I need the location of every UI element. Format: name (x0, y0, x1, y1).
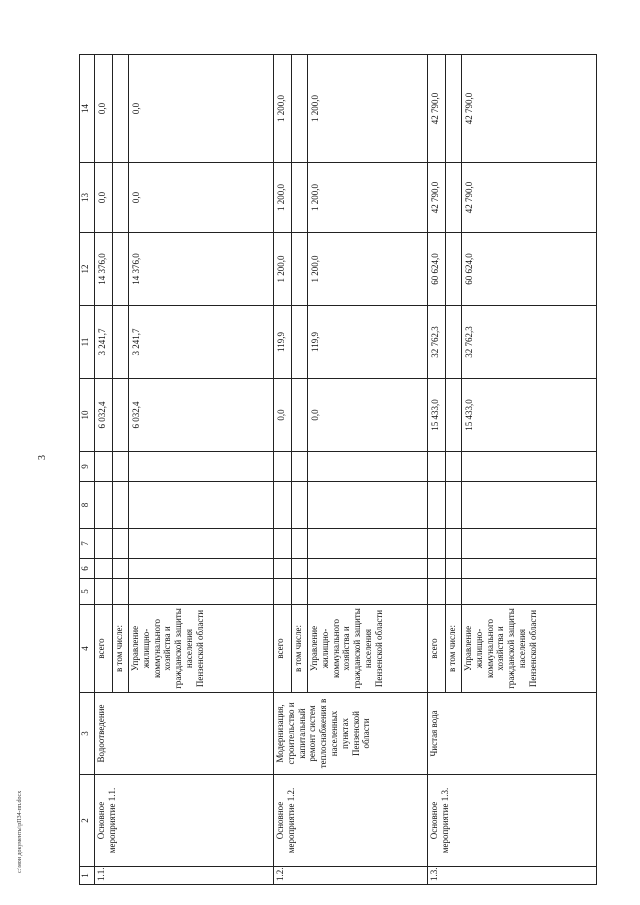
value-cell: 1 200,0 (308, 233, 428, 306)
including-label: в том числе: (446, 605, 462, 693)
page-number: 3 (37, 455, 48, 460)
measure-name: Основное мероприятие 1.3. (428, 775, 597, 867)
header-cell: 13 (80, 163, 95, 233)
value-cell: 42 790,0 (462, 163, 597, 233)
row-number: 1.2. (274, 867, 428, 885)
value-cell: 3 241,7 (129, 306, 274, 379)
measure-title: Чистая вода (428, 693, 597, 775)
budget-table (79, 54, 597, 885)
row-number: 1.1. (95, 867, 274, 885)
value-cell: 15 433,0 (428, 379, 446, 452)
value-cell: 119,9 (274, 306, 292, 379)
value-cell: 14 376,0 (95, 233, 113, 306)
rotated-table-container (79, 55, 579, 885)
header-row (80, 55, 95, 885)
value-cell: 14 376,0 (129, 233, 274, 306)
value-cell: 15 433,0 (462, 379, 597, 452)
including-label: в том числе: (113, 605, 129, 693)
row-number: 1.3. (428, 867, 597, 885)
including-label: в том числе: (292, 605, 308, 693)
header-cell: 5 (80, 579, 95, 605)
total-label: всего (274, 605, 292, 693)
value-cell: 6 032,4 (129, 379, 274, 452)
header-cell: 8 (80, 482, 95, 529)
value-cell: 6 032,4 (95, 379, 113, 452)
measure-name: Основное мероприятие 1.2. (274, 775, 428, 867)
value-cell: 119,9 (308, 306, 428, 379)
header-cell: 6 (80, 559, 95, 579)
value-cell: 32 762,3 (428, 306, 446, 379)
executor-name: Управление жилищно-коммунального хозяйства и гражданской защиты населения Пензенской области (129, 605, 274, 693)
header-cell: 3 (80, 693, 95, 775)
value-cell: 0,0 (274, 379, 292, 452)
value-cell: 32 762,3 (462, 306, 597, 379)
table-row (95, 55, 113, 885)
table-row (428, 55, 446, 885)
value-cell: 42 790,0 (462, 55, 597, 163)
header-cell: 7 (80, 529, 95, 559)
measure-title: Модернизация, строительство и капитальный ремонт систем теплоснабжения в населенных пунктах Пензенской области (274, 693, 428, 775)
header-cell: 11 (80, 306, 95, 379)
value-cell: 0,0 (308, 379, 428, 452)
value-cell: 60 624,0 (428, 233, 446, 306)
value-cell: 1 200,0 (308, 163, 428, 233)
value-cell: 0,0 (129, 55, 274, 163)
total-label: всего (428, 605, 446, 693)
header-cell: 1 (80, 867, 95, 885)
value-cell: 1 200,0 (308, 55, 428, 163)
header-cell: 12 (80, 233, 95, 306)
table-row (274, 55, 292, 885)
header-cell: 9 (80, 452, 95, 482)
header-cell: 14 (80, 55, 95, 163)
executor-name: Управление жилищно-коммунального хозяйства и гражданской защиты населения Пензенской области (462, 605, 597, 693)
value-cell: 0,0 (95, 55, 113, 163)
value-cell: 42 790,0 (428, 55, 446, 163)
value-cell: 42 790,0 (428, 163, 446, 233)
value-cell: 1 200,0 (274, 233, 292, 306)
header-cell: 4 (80, 605, 95, 693)
total-label: всего (95, 605, 113, 693)
value-cell: 60 624,0 (462, 233, 597, 306)
value-cell: 0,0 (95, 163, 113, 233)
value-cell: 3 241,7 (95, 306, 113, 379)
measure-title: Водоотведение (95, 693, 274, 775)
value-cell: 1 200,0 (274, 55, 292, 163)
header-cell: 10 (80, 379, 95, 452)
value-cell: 1 200,0 (274, 163, 292, 233)
header-cell: 2 (80, 775, 95, 867)
executor-name: Управление жилищно-коммунального хозяйства и гражданской защиты населения Пензенской области (308, 605, 428, 693)
value-cell: 0,0 (129, 163, 274, 233)
footer-file-path: с:\мои документы\рП34-пп.docx (17, 790, 23, 873)
measure-name: Основное мероприятие 1.1. (95, 775, 274, 867)
